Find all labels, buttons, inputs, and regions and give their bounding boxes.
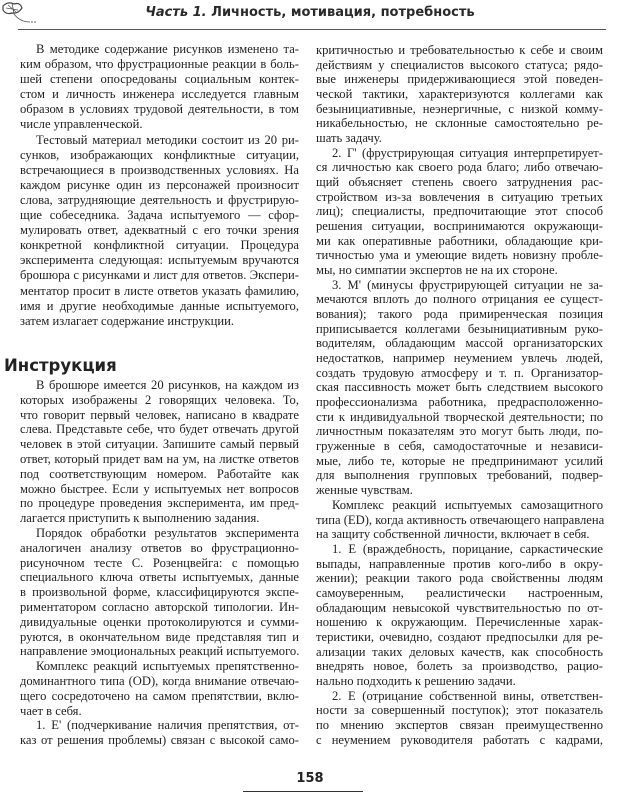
text-line: ческой тактики, характеризуются коллегами как [316, 87, 603, 102]
page-number: 158 [296, 771, 324, 786]
text-line: для выполнения групповых требований, подвер- [316, 468, 603, 483]
text-line: щего сосредоточено на самом препятствии, вклю- [20, 688, 299, 703]
text-line: Тестовый материал методики состоит из 20 ри- [36, 132, 299, 147]
text-line: жении); реакции такого рода свойственны людям [316, 571, 603, 586]
header-rule [18, 29, 606, 30]
text-line: стройством из-за вовлечения в ситуацию третьих [316, 189, 603, 204]
text-line: дивидуальные оценки протоколируются и сумми- [20, 614, 299, 629]
text-line: под соответствующим номером. Работайте как [20, 466, 299, 481]
text-line: шать задачу. [316, 131, 382, 146]
text-line: 1. Е (враждебность, порицание, саркастические [332, 541, 603, 556]
text-line: затем излагает содержание инструкции. [20, 313, 235, 328]
text-line: руются, в окончательном виде представляя тип и [20, 629, 299, 644]
text-line: сунков, изображающих конфликтные ситуации, [20, 147, 299, 162]
page-number-rule [243, 791, 363, 792]
text-line: Комплекс реакций испытуемых препятственно- [36, 659, 299, 674]
text-line: теристики, очевидно, создают предпосылки для ре- [316, 629, 603, 644]
text-line: слова, затрудняющие деятельность и фрустрирую- [20, 192, 299, 207]
text-line: Порядок обработки результатов эксперимента [36, 525, 299, 540]
text-line: действиям у специалистов высокого статуса; рядо- [316, 57, 603, 72]
text-line: рисуночном тесте С. Розенцвейга: с помощью [20, 555, 299, 570]
text-line: В методике содержание рисунков изменено та- [36, 42, 299, 56]
text-line: 2. Г' (фрустрирующая ситуация интерпретирует- [332, 145, 603, 160]
text-line: мулировать ответ, адекватный с его точки зрения [20, 223, 299, 238]
text-line: ности за совершенный поступок); этот показатель [316, 703, 603, 718]
text-line: недостатков, например неумением увлечь людей, [316, 351, 603, 366]
text-line: В брошюре имеется 20 рисунков, на каждом из [36, 378, 299, 392]
text-line: 1. Е' (подчеркивание наличия препятствия, от- [36, 718, 299, 733]
text-line: Комплекс реакций испытуемых самозащитного [332, 497, 603, 512]
text-line: критичностью и требовательностью к себе и своим [316, 43, 603, 57]
text-line: лагается приступить к выполнению задания. [20, 511, 260, 526]
text-line: риментатором согласно авторской типологии. Ин- [20, 599, 299, 614]
text-line: с неумением руководителя работать с кадрами, [316, 732, 603, 747]
text-line: щие собеседника. Задача испытуемого — сфор- [20, 208, 299, 223]
left-column-bottom-text [20, 378, 299, 748]
text-line: внедрять новое, болеть за производство, рацио- [316, 659, 603, 674]
text-line: направление эмоциональных реакций испытуемого. [20, 644, 300, 659]
text-line: аналогичен анализу ответов во фрустрационно- [20, 540, 299, 555]
text-line: груженные в себя, самодостаточные и независи- [316, 439, 603, 454]
text-line: ми как оперативные работники, обладающие кри- [316, 233, 603, 248]
text-line: чает в себя. [20, 703, 82, 718]
text-line: создать трудовую атмосферу и т. п. Организатор- [316, 365, 603, 380]
text-line: мые, либо те, которые не предпринимают усилий [316, 453, 603, 468]
text-line: нально подходить к решению задачи. [316, 673, 516, 688]
text-line: имя и другие необходимые данные испытуемого, [20, 298, 299, 313]
text-line: в произвольной форме, классифицируются экспе- [20, 585, 299, 600]
text-line: водителям, обладающим массой организаторских [316, 336, 603, 351]
text-line: приписывается коллегами безынициативным руко- [316, 321, 603, 336]
text-line: личностным показателям это могут быть люди, по- [316, 424, 603, 439]
text-line: решения ситуации, воспринимаются окружающи- [316, 219, 603, 234]
text-line: которых изображены 2 говорящих человека. То, [20, 392, 299, 407]
text-line: шей степени опосредованы социальным контек- [20, 72, 299, 87]
text-line: специального ключа ответы испытуемых, данные [20, 570, 299, 585]
text-line: по мнению экспертов связан преимущественно [316, 717, 603, 732]
part-title: Личность, мотивация, потребность [206, 5, 475, 20]
text-line: профессионализма работника, предрасположенно- [316, 395, 603, 410]
text-line: ким образом, что фрустрационные реакции в боль- [20, 57, 299, 72]
text-line: типа (ED), когда активность отвечающего направлена [316, 512, 605, 527]
text-line: брошюра с рисунками и лист для ответов. Экспери- [20, 268, 299, 283]
text-line: ся личностью как своего рода благо; либо отвечаю- [316, 160, 603, 175]
text-line: вования); такого рода примиренческая позиция [316, 307, 603, 322]
text-line: ответ, который придет вам на ум, на листке ответов [20, 451, 299, 466]
text-line: самоуверенным, реалистически настроенным, [316, 585, 603, 600]
text-line: на защиту собственной личности, включает в себя. [316, 527, 590, 542]
text-line: щий объясняет степень своего затруднения рас- [316, 175, 603, 190]
text-line: числе управленческой. [20, 117, 143, 132]
text-line: сти к индивидуальной творческой деятельности; по [316, 409, 603, 424]
text-line: выпады, направленные против кого-либо в окру- [316, 556, 603, 571]
text-line: по процедуре проведения эксперимента, им пред- [20, 496, 299, 511]
text-line: обладающим невысокой чувствительностью по от- [316, 600, 603, 615]
text-line: вые инженеры придерживающиеся этой поведен- [316, 72, 603, 87]
text-line: лиц); специалисты, предпочитающие этот способ [316, 204, 603, 219]
text-line: что говорит первый человек, написано в квадрате [20, 407, 299, 422]
text-line: образом в условиях трудовой деятельности, в том [20, 102, 299, 117]
text-line: доминантного типа (OD), когда внимание отвечаю- [20, 673, 299, 688]
section-heading: Инструкция [4, 356, 117, 375]
text-line: можно быстрее. Если у испытуемых нет вопросов [20, 481, 299, 496]
running-header [0, 5, 620, 20]
text-line: ская пассивность может быть следствием высокого [316, 380, 603, 395]
text-line: каждом рисунке один из персонажей произносит [20, 177, 299, 192]
text-line: встречающиеся в производственных условиях. На [20, 162, 299, 177]
text-line: мечаются вплоть до полного отрицания ее сущест- [316, 292, 603, 307]
text-line: 2. Е (отрицание собственной вины, ответствен- [332, 688, 603, 703]
right-column-text [316, 43, 603, 747]
text-line: тичностью ума и умеющие видеть новизну пробле- [316, 248, 603, 263]
text-line: слева. Представьте себе, что будет отвечать другой [20, 422, 299, 437]
text-line: никабельностью, не склонные самостоятельно ре- [316, 116, 603, 131]
text-line: 3. М' (минусы фрустрирующей ситуации не за- [332, 277, 603, 292]
text-line: женные чувствам. [316, 483, 413, 498]
part-label: Часть 1. [145, 5, 207, 20]
text-line: человек в этой ситуации. Запишите самый первый [20, 437, 299, 452]
text-line: ношению к окружающим. Перечисленные харак- [316, 615, 603, 630]
left-column-top-text [20, 42, 299, 329]
text-line: безынициативные, неэнергичные, с низкой комму- [316, 101, 603, 116]
text-line: ментатор просит в листе ответов указать фамилию, [20, 283, 299, 298]
text-line: эксперимента следующая: испытуемым вручаются [20, 253, 299, 268]
text-line: каз от решения проблемы) связан с высокой само- [20, 733, 299, 748]
text-line: ализации таких деловых качеств, как способность [316, 644, 603, 659]
text-line: мы, но симпатии экспертов не на их стороне. [316, 263, 558, 278]
text-line: стом и личность инженера исследуется главным [20, 87, 299, 102]
text-line: конкретной конфликтной ситуации. Процедура [20, 238, 299, 253]
